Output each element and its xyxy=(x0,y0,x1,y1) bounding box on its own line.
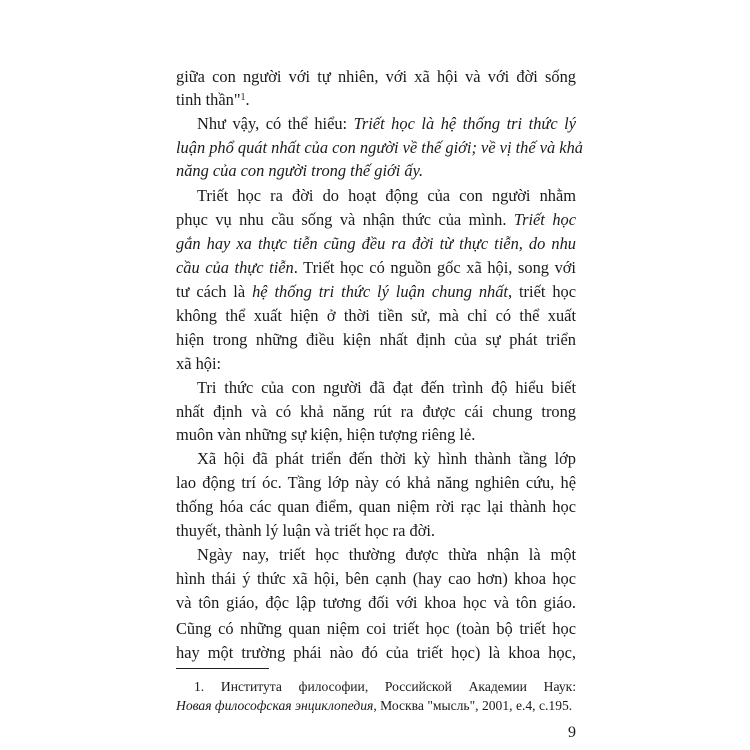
text-line: Triết học ra đời do hoạt động của con người nhằm xyxy=(197,186,576,205)
text-line: phục vụ nhu cầu sống và nhận thức của mình. Triết học xyxy=(176,210,576,229)
text-line: Cũng có những quan niệm coi triết học (toàn bộ triết học xyxy=(176,619,576,638)
text-line: lao động trí óc. Tầng lớp này có khả năng nghiên cứu, hệ xyxy=(176,473,576,492)
text-line: xã hội: xyxy=(176,354,222,373)
text-line: cầu của thực tiễn. Triết học có nguồn gốc xã hội, song với xyxy=(176,258,576,277)
text-line: tinh thần"$^1$. xyxy=(176,90,250,109)
text-line: năng của con người trong thế giới ấy. xyxy=(176,161,424,180)
text-line: tư cách là hệ thống tri thức lý luận chung nhất, triết học xyxy=(176,282,576,301)
text-line: hiện trong những điều kiện nhất định của sự phát triển xyxy=(176,330,576,349)
text-line: và tôn giáo, độc lập tương đối với khoa học và tôn giáo. xyxy=(176,593,576,612)
footnote-separator xyxy=(176,668,269,669)
text-line: gắn hay xa thực tiễn cũng đều ra đời từ thực tiễn, do nhu xyxy=(176,234,576,253)
text-line: Xã hội đã phát triển đến thời kỳ hình thành tầng lớp xyxy=(197,449,576,468)
text-line: Ngày nay, triết học thường được thừa nhận là một xyxy=(197,545,576,564)
footnote-marker[interactable]: 1 xyxy=(240,92,246,103)
text-line: Như vậy, có thể hiểu: Triết học là hệ thống tri thức lý xyxy=(197,114,577,133)
text-line: không thể xuất hiện ở thời tiền sử, mà chỉ có thể xuất xyxy=(176,306,576,325)
text-line: hình thái ý thức xã hội, bên cạnh (hay cao hơn) khoa học xyxy=(176,569,576,588)
footnote-line: Новая философская энциклопедия, Москва "мысль", 2001, e.4, c.195. xyxy=(176,698,573,713)
text-line: muôn vàn những sự kiện, hiện tượng riêng lẻ. xyxy=(176,425,476,444)
page-number: 9 xyxy=(568,724,576,741)
text-line: thống hóa các quan điểm, quan niệm rời rạc lại thành học xyxy=(176,497,576,516)
footnote-line: 1. Института философии, Российской Академии Наук: xyxy=(194,679,576,694)
text-line: hay một trường phái nào đó của triết học) là khoa học, xyxy=(176,643,576,662)
text-line: giữa con người với tự nhiên, với xã hội và với đời sống xyxy=(176,67,576,86)
text-line: nhất định và có khả năng rút ra được cái chung trong xyxy=(176,402,576,421)
text-line: luận phổ quát nhất của con người về thế giới; về vị thế và khả xyxy=(176,138,583,157)
text-line: Tri thức của con người đã đạt đến trình độ hiểu biết xyxy=(197,378,576,397)
text-line: thuyết, thành lý luận và triết học ra đời. xyxy=(176,521,436,540)
